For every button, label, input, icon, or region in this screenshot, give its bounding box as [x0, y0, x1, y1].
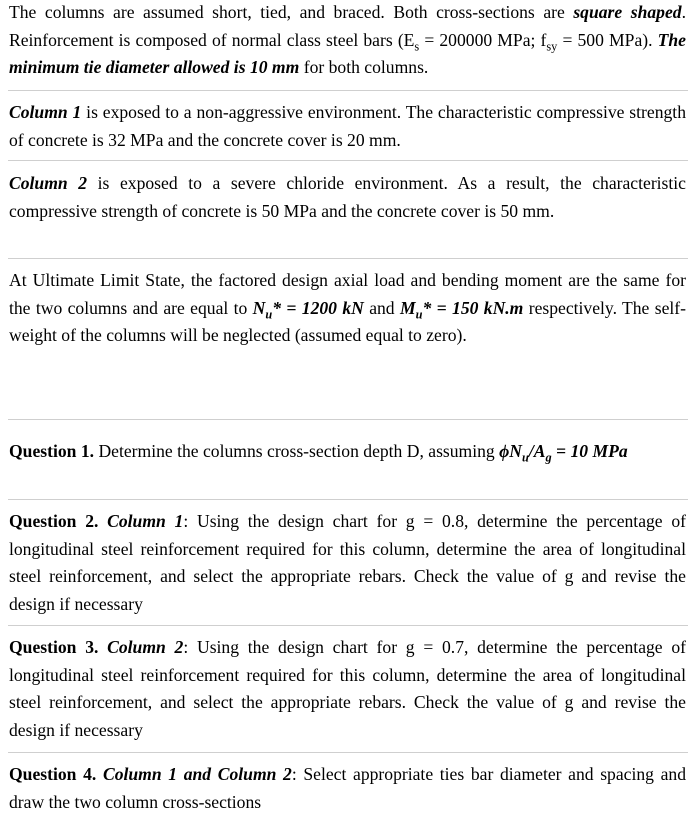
question-3 — [9, 634, 686, 744]
column2-label: Column 2 — [9, 173, 88, 193]
divider — [8, 90, 688, 91]
es-subscript: s — [414, 39, 420, 54]
divider — [8, 499, 688, 500]
divider — [8, 419, 688, 420]
question-2-text: : Using the design chart for g = 0.8, determine the percentage of longitudinal steel reinforcement required for this column, determine the area of longitudinal steel reinforcement, and select the appropriate rebars. Check the value of g and revise the design if necessary — [9, 511, 687, 614]
intro-text-3: = 200000 MPa; f — [419, 29, 547, 50]
question-3-label: Question 3. — [9, 637, 99, 657]
divider — [8, 625, 688, 626]
question-1 — [9, 438, 686, 466]
intro-text-4: = 500 MPa). — [557, 29, 658, 50]
intro-text-5: for both columns. — [299, 57, 429, 77]
column1-text: is exposed to a non-aggressive environment. The characteristic compressive strength of concrete is 32 MPa and the concrete cover is 20 mm. — [9, 102, 686, 150]
question-1-formula: $\phi N_u/A_g = 10$ MPa — [499, 441, 628, 465]
question-3-text: : Using the design chart for g = 0.7, determine the percentage of longitudinal steel reinforcement required for this column, determine the area of longitudinal steel reinforcement, and select the appropriate rebars. Check the value of g and revise the design if necessary — [9, 637, 687, 740]
fsy-subscript: sy — [546, 39, 558, 54]
question-4-label: Question 4. — [9, 764, 97, 784]
column1-paragraph — [9, 99, 686, 154]
column1-label: Column 1 — [9, 102, 82, 122]
divider — [8, 258, 688, 259]
uls-text-3: respectively. The self-weight of the columns will be neglected (assumed equal to zero). — [9, 297, 686, 345]
mu-value: $M_u* = 150$ kN.m — [399, 297, 524, 322]
question-2 — [9, 508, 686, 618]
question-1-label: Question 1. — [9, 441, 95, 461]
min-tie-emphasis: The minimum tie diameter allowed is 10 mm — [9, 29, 686, 77]
intro-paragraph — [9, 0, 686, 82]
uls-text-1: At Ultimate Limit State, the factored design axial load and bending moment are the same for the two columns and are equal to — [9, 270, 686, 318]
question-2-column: Column 1 — [107, 511, 184, 531]
square-shaped-emphasis: square shaped — [573, 2, 682, 22]
divider — [8, 752, 688, 753]
question-4-text: : Select appropriate ties bar diameter and spacing and draw the two column cross-sections — [9, 764, 686, 812]
question-2-label: Question 2. — [9, 511, 99, 531]
intro-text-2: . Reinforcement is composed of normal class steel bars (E — [9, 2, 686, 50]
question-1-text: Determine the columns cross-section depth D, assuming — [94, 441, 500, 461]
divider — [8, 160, 688, 161]
question-4-columns: Column 1 and Column 2 — [102, 764, 292, 784]
question-3-column: Column 2 — [107, 637, 184, 657]
nu-value: $N_u* = 1200$ kN — [252, 297, 364, 322]
uls-text-2: and — [363, 297, 400, 318]
column2-paragraph — [9, 170, 686, 225]
uls-paragraph — [9, 267, 686, 350]
column2-text: is exposed to a severe chloride environment. As a result, the characteristic compressive strength of concrete is 50 MPa and the concrete cover is 50 mm. — [9, 173, 686, 221]
question-4 — [9, 761, 686, 816]
intro-text-1: The columns are assumed short, tied, and braced. Both cross-sections are — [9, 2, 574, 22]
